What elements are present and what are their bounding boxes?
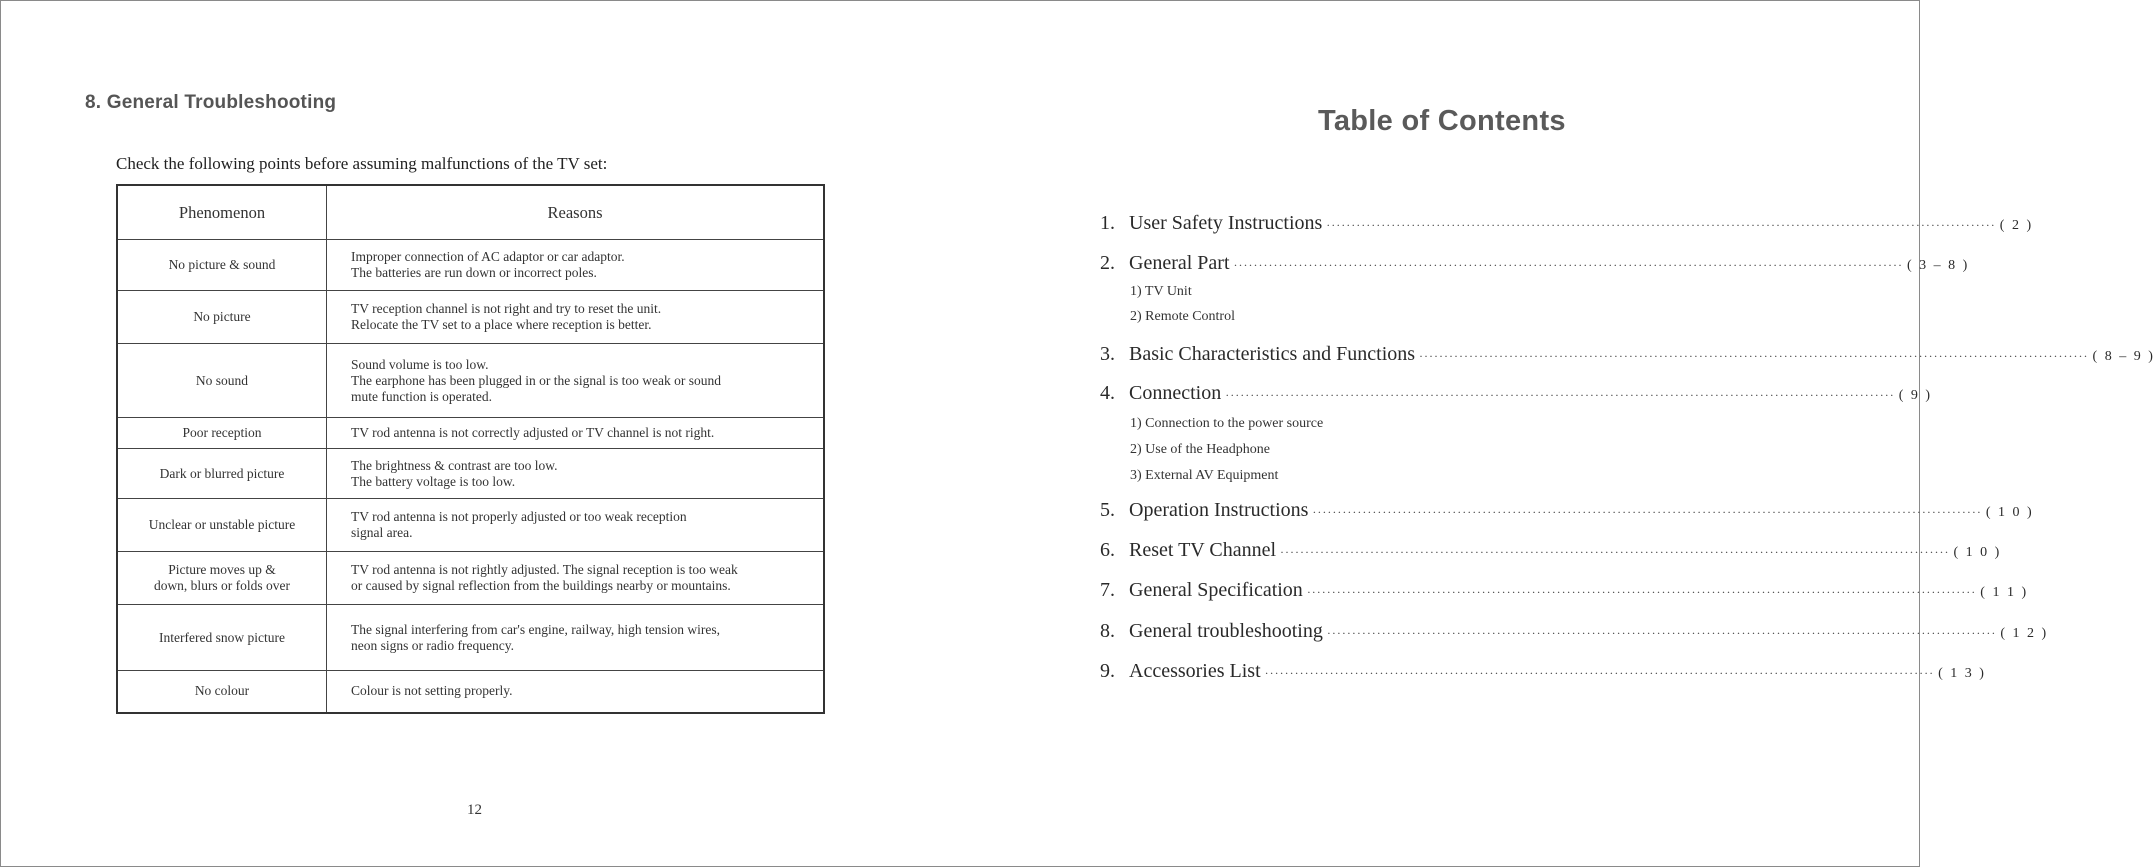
reasons-cell [327,449,825,499]
toc-number: 3. [1100,343,1115,365]
toc-item [1100,620,2049,646]
phenomenon-cell [117,552,327,605]
phenomenon-line: No picture [193,309,251,324]
phenomenon-cell [117,671,327,713]
toc-number: 6. [1100,539,1115,561]
toc-number: 7. [1100,579,1115,601]
toc-page: ( 2 ) [1999,218,2034,233]
toc-leader: ······································································································································ [1264,666,1935,680]
reason-line: mute function is operated. [351,388,492,404]
toc-number: 8. [1100,620,1115,642]
reason-line: The signal interfering from car's engine, railway, high tension wires, [351,621,720,637]
reasons-cell [327,552,825,605]
reasons-cell [327,499,825,552]
toc-number: 5. [1100,499,1115,521]
toc-item [1100,343,2155,369]
reason-line: neon signs or radio frequency. [351,637,514,653]
table-row [117,605,824,671]
table-row [117,499,824,552]
toc-item [1100,539,2002,565]
toc-label: General Part [1129,252,1230,274]
toc-label: General troubleshooting [1129,620,1323,642]
toc-subitem: 2) Use of the Headphone [1130,442,1270,457]
reason-line: or caused by signal reflection from the buildings nearby or mountains. [351,578,731,593]
reason-line: Improper connection of AC adaptor or car adaptor. [351,249,625,264]
toc-page: ( 1 3 ) [1938,666,1986,681]
reason-line: TV rod antenna is not properly adjusted or too weak reception [351,509,687,524]
header-reasons: Reasons [327,185,825,240]
toc-item [1100,382,1933,408]
phenomenon-cell [117,344,327,418]
toc-leader: ······································································································································ [1225,388,1895,402]
phenomenon-line: Dark or blurred picture [159,465,285,481]
phenomenon-cell [117,418,327,449]
phenomenon-line: No picture & sound [168,257,276,272]
phenomenon-cell [117,449,327,499]
table-row [117,449,824,499]
toc-label: Basic Characteristics and Functions [1129,343,1416,365]
reason-line: TV reception channel is not right and try to reset the unit. [351,301,662,316]
header-phenomenon: Phenomenon [117,185,327,240]
toc-page: ( 1 0 ) [1953,545,2002,560]
toc-page: ( 1 1 ) [1980,585,2029,600]
toc-page: ( 1 0 ) [1985,505,2034,520]
table-row [117,418,824,449]
table-row [117,671,824,713]
reason-line: The battery voltage is too low. [351,473,516,489]
toc-page: ( 3 – 8 ) [1907,258,1970,273]
toc-label: Operation Instructions [1129,499,1309,521]
table-row [117,240,824,291]
toc-leader: ······································································································································ [1312,505,1982,519]
toc-label: Reset TV Channel [1129,539,1277,561]
toc-leader: ······································································································································ [1280,545,1950,559]
page-number: 12 [467,802,482,818]
reason-line: Relocate the TV set to a place where reception is better. [351,317,652,332]
reason-line: The earphone has been plugged in or the signal is too weak or sound [351,372,722,388]
phenomenon-line: Picture moves up & [168,562,276,577]
toc-number: 1. [1100,212,1115,234]
toc-subitem: 1) Connection to the power source [1130,416,1324,431]
reason-line: TV rod antenna is not correctly adjusted or TV channel is not right. [351,425,715,440]
toc-label: Accessories List [1129,660,1261,682]
reason-line: TV rod antenna is not rightly adjusted. The signal reception is too weak [351,562,738,577]
toc-page: ( 8 – 9 ) [2092,349,2155,364]
reasons-cell [327,671,825,713]
toc-number: 9. [1100,660,1115,682]
phenomenon-line: Poor reception [182,425,262,440]
toc-item [1100,499,2034,525]
table-row [117,552,824,605]
section-title: 8. General Troubleshooting [85,92,337,113]
toc-leader: ······································································································································ [1326,626,1997,640]
toc-item [1100,579,2029,605]
toc-item [1100,660,1986,686]
toc-page: ( 1 2 ) [2000,626,2049,641]
phenomenon-cell [117,240,327,291]
toc-leader: ······································································································································ [1326,218,1996,232]
phenomenon-line: Unclear or unstable picture [148,517,296,532]
toc-leader: ······································································································································ [1306,585,1977,599]
reason-line: Sound volume is too low. [351,356,489,372]
toc-title: Table of Contents [1318,105,1566,137]
toc-subitem: 3) External AV Equipment [1130,468,1279,483]
toc-leader: ······································································································································ [1233,258,1903,272]
phenomenon-line: down, blurs or folds over [153,578,291,593]
reason-line: signal area. [351,525,413,540]
toc-subitem: 2) Remote Control [1130,309,1235,324]
reason-line: Colour is not setting properly. [351,683,513,699]
table-row [117,291,824,344]
reasons-cell [327,344,825,418]
toc-leader: ······································································································································ [1419,349,2089,363]
reasons-cell [327,240,825,291]
troubleshooting-table [116,184,825,714]
phenomenon-line: Interfered snow picture [159,629,285,645]
toc-number: 2. [1100,252,1115,274]
toc-label: Connection [1129,382,1222,404]
reasons-cell [327,418,825,449]
phenomenon-cell [117,291,327,344]
intro-text: Check the following points before assuming malfunctions of the TV set: [116,154,608,173]
phenomenon-cell [117,605,327,671]
toc-page: ( 9 ) [1898,388,1933,403]
table-row [117,344,824,418]
reason-line: The brightness & contrast are too low. [351,457,558,473]
reasons-cell [327,605,825,671]
toc-label: User Safety Instructions [1129,212,1323,234]
toc-label: General Specification [1129,579,1303,601]
toc-item [1100,252,1970,278]
reasons-cell [327,291,825,344]
table-header-row [117,185,824,240]
toc-item [1100,212,2034,238]
toc-subitem: 1) TV Unit [1130,284,1192,299]
toc-number: 4. [1100,382,1115,404]
phenomenon-line: No sound [195,372,249,388]
phenomenon-line: No colour [194,683,250,699]
reason-line: The batteries are run down or incorrect poles. [351,265,597,280]
phenomenon-cell [117,499,327,552]
